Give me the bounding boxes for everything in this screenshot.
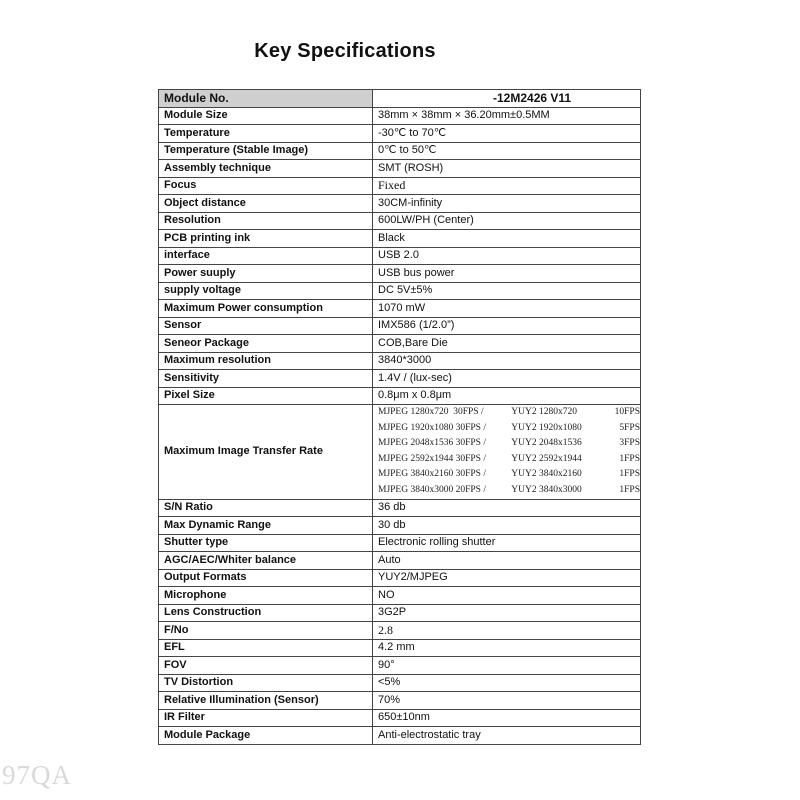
yuy2-rate: YUY2 1280x720	[511, 407, 578, 417]
yuy2-rate: YUY2 3840x3000	[511, 484, 582, 495]
spec-key: AGC/AEC/Whiter balance	[159, 552, 373, 570]
yuy2-fps: 1FPS	[619, 484, 640, 495]
spec-key: Seneor Package	[159, 335, 373, 353]
mjpeg-rate: MJPEG 3840x3000 20FPS /	[378, 484, 486, 495]
table-row	[159, 727, 641, 745]
yuy2-fps: 10FPS	[614, 407, 640, 417]
spec-key: Maximum Power consumption	[159, 300, 373, 318]
spec-value: 1070 mW	[373, 300, 641, 318]
mjpeg-rate: MJPEG 3840x2160 30FPS /	[378, 469, 486, 480]
spec-key: Temperature	[159, 125, 373, 143]
table-row	[159, 587, 641, 605]
yuy2-fps: 5FPS	[619, 422, 640, 433]
spec-key: Pixel Size	[159, 387, 373, 405]
spec-value: 600LW/PH (Center)	[373, 212, 641, 230]
table-row	[159, 499, 641, 517]
table-row	[159, 177, 641, 195]
spec-key: Resolution	[159, 212, 373, 230]
table-row	[159, 195, 641, 213]
spec-key: PCB printing ink	[159, 230, 373, 248]
table-row	[159, 125, 641, 143]
table-row	[159, 709, 641, 727]
table-row	[159, 282, 641, 300]
table-row	[159, 335, 641, 353]
page-title: Key Specifications	[254, 40, 436, 62]
table-row	[159, 247, 641, 265]
table-row	[159, 569, 641, 587]
table-row	[159, 674, 641, 692]
spec-key: Power suuply	[159, 265, 373, 283]
transfer-rate-line	[378, 421, 640, 437]
spec-value: 0℃ to 50℃	[373, 142, 641, 160]
spec-key: interface	[159, 247, 373, 265]
table-row	[159, 622, 641, 640]
spec-value: Electronic rolling shutter	[373, 534, 641, 552]
transfer-rate-list	[373, 405, 641, 500]
spec-value: Anti-electrostatic tray	[373, 727, 641, 745]
yuy2-rate: YUY2 2048x1536	[511, 438, 582, 449]
spec-key: Sensitivity	[159, 370, 373, 388]
spec-key: Maximum resolution	[159, 352, 373, 370]
transfer-rate-line	[378, 405, 640, 421]
spec-value: 4.2 mm	[373, 639, 641, 657]
spec-value: 90°	[373, 657, 641, 675]
yuy2-fps: 3FPS	[619, 438, 640, 449]
table-row	[159, 160, 641, 178]
spec-value: COB,Bare Die	[373, 335, 641, 353]
spec-key: TV Distortion	[159, 674, 373, 692]
spec-value: USB bus power	[373, 265, 641, 283]
table-row	[159, 657, 641, 675]
spec-value: DC 5V±5%	[373, 282, 641, 300]
table-row	[159, 370, 641, 388]
spec-value: YUY2/MJPEG	[373, 569, 641, 587]
transfer-rate-line	[378, 467, 640, 483]
yuy2-fps: 1FPS	[619, 469, 640, 480]
table-row	[159, 212, 641, 230]
spec-key: Max Dynamic Range	[159, 517, 373, 535]
spec-key: Shutter type	[159, 534, 373, 552]
spec-value: 1.4V / (lux-sec)	[373, 370, 641, 388]
spec-value: Black	[373, 230, 641, 248]
transfer-rate-line	[378, 436, 640, 452]
table-row	[159, 604, 641, 622]
table-row	[159, 230, 641, 248]
spec-key: Temperature (Stable Image)	[159, 142, 373, 160]
spec-key: Maximum Image Transfer Rate	[159, 405, 373, 500]
mjpeg-rate: MJPEG 1280x720 30FPS /	[378, 407, 484, 417]
spec-key: IR Filter	[159, 709, 373, 727]
spec-key: supply voltage	[159, 282, 373, 300]
yuy2-fps: 1FPS	[619, 453, 640, 464]
mjpeg-rate: MJPEG 1920x1080 30FPS /	[378, 422, 486, 433]
spec-key: Lens Construction	[159, 604, 373, 622]
spec-key: Module Size	[159, 107, 373, 125]
spec-value: Auto	[373, 552, 641, 570]
spec-value: 30 db	[373, 517, 641, 535]
spec-value: 650±10nm	[373, 709, 641, 727]
spec-key: Object distance	[159, 195, 373, 213]
spec-table	[158, 89, 641, 745]
spec-key: FOV	[159, 657, 373, 675]
mjpeg-rate: MJPEG 2592x1944 30FPS /	[378, 453, 486, 464]
spec-key: Focus	[159, 177, 373, 195]
spec-value: 36 db	[373, 499, 641, 517]
table-row	[159, 142, 641, 160]
spec-value: IMX586 (1/2.0”)	[373, 317, 641, 335]
spec-value: NO	[373, 587, 641, 605]
table-row	[159, 517, 641, 535]
spec-value: -30℃ to 70℃	[373, 125, 641, 143]
spec-value: 3840*3000	[373, 352, 641, 370]
spec-value: 3G2P	[373, 604, 641, 622]
table-header-row	[159, 90, 641, 108]
spec-value: 30CM-infinity	[373, 195, 641, 213]
table-row	[159, 534, 641, 552]
spec-key: Module No.	[159, 90, 373, 108]
yuy2-rate: YUY2 3840x2160	[511, 469, 582, 480]
spec-value: 70%	[373, 692, 641, 710]
spec-key: EFL	[159, 639, 373, 657]
table-row	[159, 300, 641, 318]
spec-key: S/N Ratio	[159, 499, 373, 517]
spec-key: Relative Illumination (Sensor)	[159, 692, 373, 710]
spec-value: USB 2.0	[373, 247, 641, 265]
spec-key: Module Package	[159, 727, 373, 745]
spec-value: 0.8μm x 0.8μm	[373, 387, 641, 405]
transfer-rate-line	[378, 452, 640, 468]
watermark: 97QA	[2, 760, 72, 790]
spec-key: Microphone	[159, 587, 373, 605]
table-row	[159, 265, 641, 283]
spec-value: 2.8	[373, 622, 641, 640]
table-row	[159, 352, 641, 370]
spec-value: SMT (ROSH)	[373, 160, 641, 178]
spec-value: -12M2426 V11	[373, 90, 641, 108]
transfer-rate-line	[378, 483, 640, 499]
mjpeg-rate: MJPEG 2048x1536 30FPS /	[378, 438, 486, 449]
table-row-transfer-rate	[159, 405, 641, 500]
spec-value: <5%	[373, 674, 641, 692]
yuy2-rate: YUY2 2592x1944	[511, 453, 582, 464]
table-row	[159, 387, 641, 405]
table-row	[159, 552, 641, 570]
spec-key: Output Formats	[159, 569, 373, 587]
spec-key: Sensor	[159, 317, 373, 335]
spec-value: Fixed	[373, 177, 641, 195]
table-row	[159, 639, 641, 657]
spec-key: F/No	[159, 622, 373, 640]
table-row	[159, 692, 641, 710]
table-row	[159, 317, 641, 335]
spec-key: Assembly technique	[159, 160, 373, 178]
yuy2-rate: YUY2 1920x1080	[511, 422, 582, 433]
spec-value: 38mm × 38mm × 36.20mm±0.5MM	[373, 107, 641, 125]
table-row	[159, 107, 641, 125]
